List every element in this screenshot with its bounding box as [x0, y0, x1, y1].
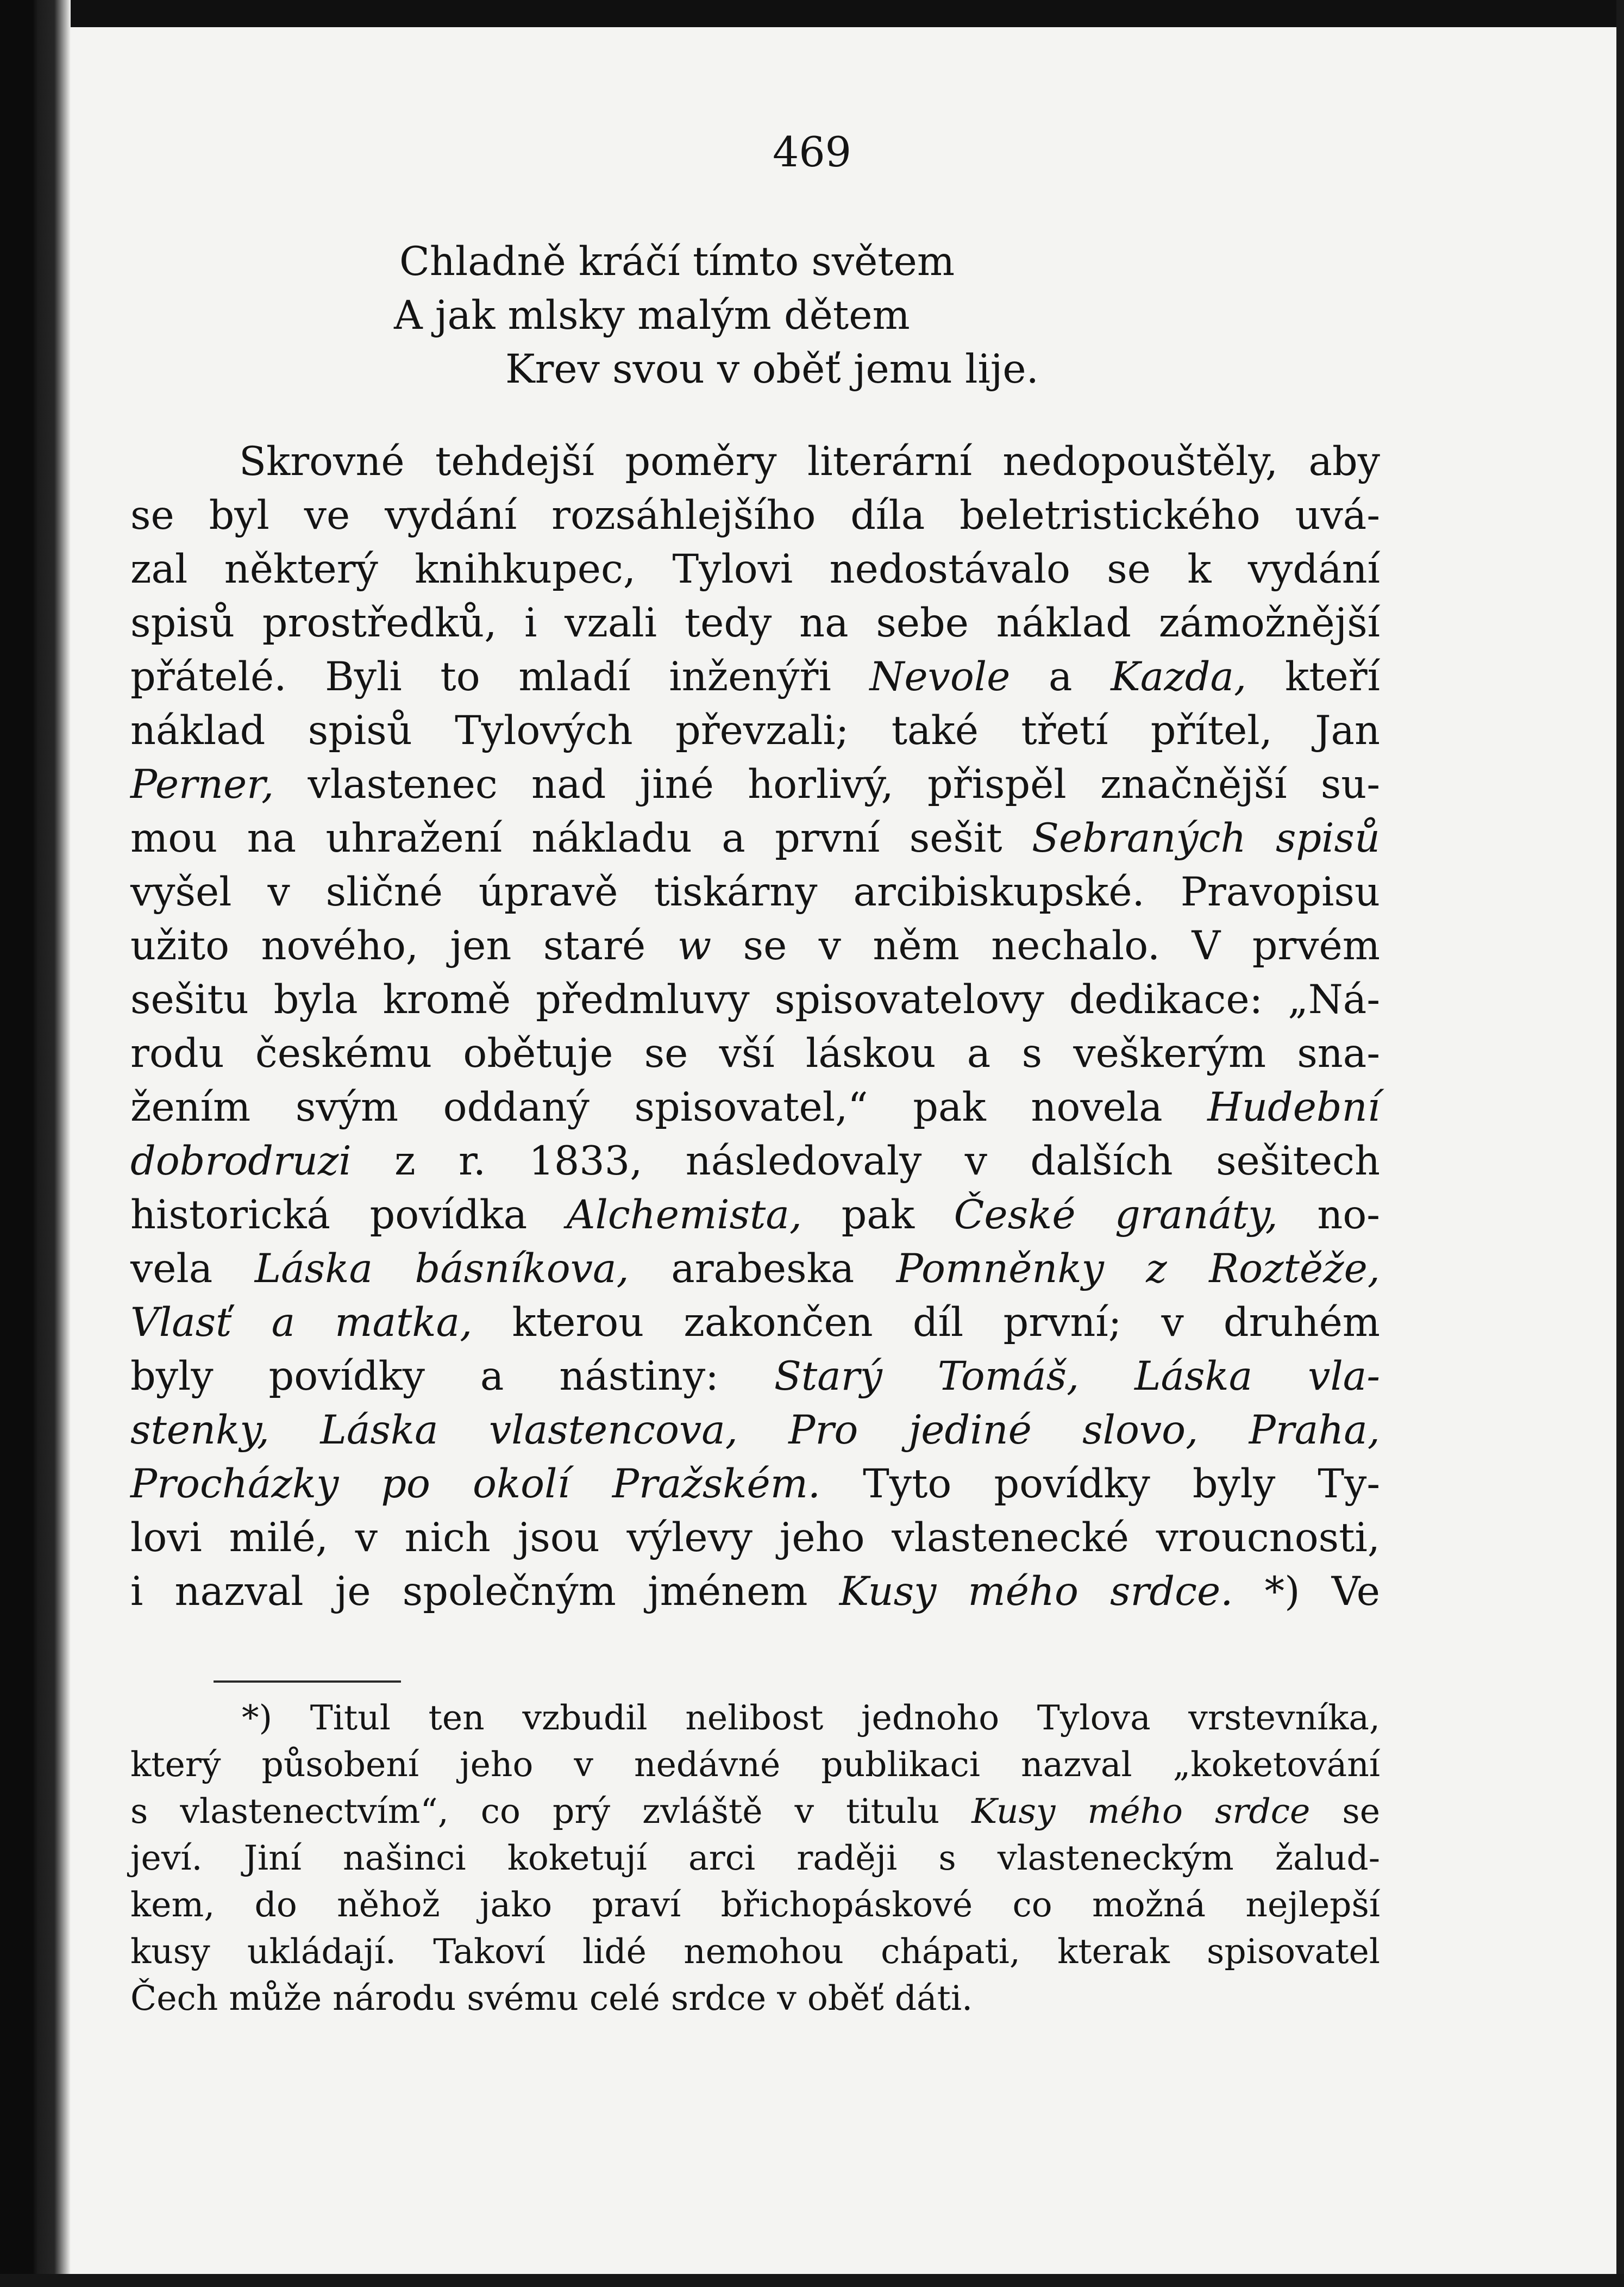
footnote-rule	[214, 1680, 401, 1683]
scan-border-bottom	[0, 2274, 1624, 2287]
text-line: rodu českému obětuje se vší láskou a s veškerým sna-	[130, 1030, 1380, 1077]
text-line: Vlasť a matka, kterou zakončen díl první; v druhém	[130, 1299, 1380, 1346]
footnote-line: kusy ukládají. Takoví lidé nemohou chápati, kterak spisovatel	[130, 1932, 1380, 1971]
footnote-line: s vlastenectvím“, co prý zvláště v titulu Kusy mého srdce se	[130, 1791, 1380, 1831]
scan-border-left	[0, 0, 71, 2287]
footnote-line: který působení jeho v nedávné publikaci nazval „koketování	[130, 1745, 1380, 1784]
text-line: Perner, vlastenec nad jiné horlivý, přispěl značnější su-	[130, 761, 1380, 808]
main-paragraph	[130, 435, 1380, 1619]
text-line: náklad spisů Tylových převzali; také třetí přítel, Jan	[130, 708, 1380, 754]
poem-line: A jak mlsky malým dětem	[394, 292, 910, 339]
footnote-line: jeví. Jiní našinci koketují arci raději s vlasteneckým žalud-	[130, 1838, 1380, 1878]
text-line: stenky, Láska vlastencova, Pro jediné slovo, Praha,	[130, 1407, 1380, 1453]
text-line: i nazval je společným jménem Kusy mého srdce. *) Ve	[130, 1569, 1380, 1615]
footnote-line: kem, do něhož jako praví břichopáskové co možná nejlepší	[130, 1885, 1380, 1924]
text-line: přátelé. Byli to mladí inženýři Nevole a Kazda, kteří	[130, 654, 1380, 700]
text-line: vyšel v sličné úpravě tiskárny arcibiskupské. Pravopisu	[130, 869, 1380, 915]
text-line: se byl ve vydání rozsáhlejšího díla beletristického uvá-	[130, 492, 1380, 539]
text-line: zal některý knihkupec, Tylovi nedostávalo se k vydání	[130, 546, 1380, 592]
text-line: mou na uhražení nákladu a první sešit Sebraných spisů	[130, 815, 1380, 861]
text-line: Procházky po okolí Pražském. Tyto povídky byly Ty-	[130, 1461, 1380, 1507]
text-line: spisů prostředků, i vzali tedy na sebe náklad zámožnější	[130, 600, 1380, 646]
footnote	[130, 1695, 1380, 2022]
footnote-line: *) Titul ten vzbudil nelibost jednoho Tylova vrstevníka,	[242, 1698, 1380, 1738]
scan-border-right	[1616, 0, 1624, 2287]
scan-border-top	[0, 0, 1624, 27]
text-line: vela Láska básníkova, arabeska Pomněnky z Roztěže,	[130, 1246, 1380, 1292]
text-line: sešitu byla kromě předmluvy spisovatelovy dedikace: „Ná-	[130, 977, 1380, 1023]
text-line: užito nového, jen staré w se v něm nechalo. V prvém	[130, 923, 1380, 969]
text-line: dobrodruzi z r. 1833, následovaly v dalších sešitech	[130, 1138, 1380, 1184]
footnote-line: Čech může národu svému celé srdce v oběť dáti.	[130, 1978, 973, 2018]
poem-stanza	[130, 235, 1380, 396]
poem-line: Krev svou v oběť jemu lije.	[505, 346, 1039, 392]
text-line: byly povídky a nástiny: Starý Tomáš, Láska vla-	[130, 1353, 1380, 1399]
page-number: 469	[772, 128, 852, 176]
text-line: Skrovné tehdejší poměry literární nedopouštěly, aby	[239, 439, 1380, 485]
poem-line: Chladně kráčí tímto světem	[399, 239, 955, 285]
text-line: historická povídka Alchemista, pak České granáty, no-	[130, 1192, 1380, 1238]
text-line: lovi milé, v nich jsou výlevy jeho vlastenecké vroucnosti,	[130, 1515, 1380, 1561]
text-line: žením svým oddaný spisovatel,“ pak novela Hudební	[130, 1084, 1380, 1130]
